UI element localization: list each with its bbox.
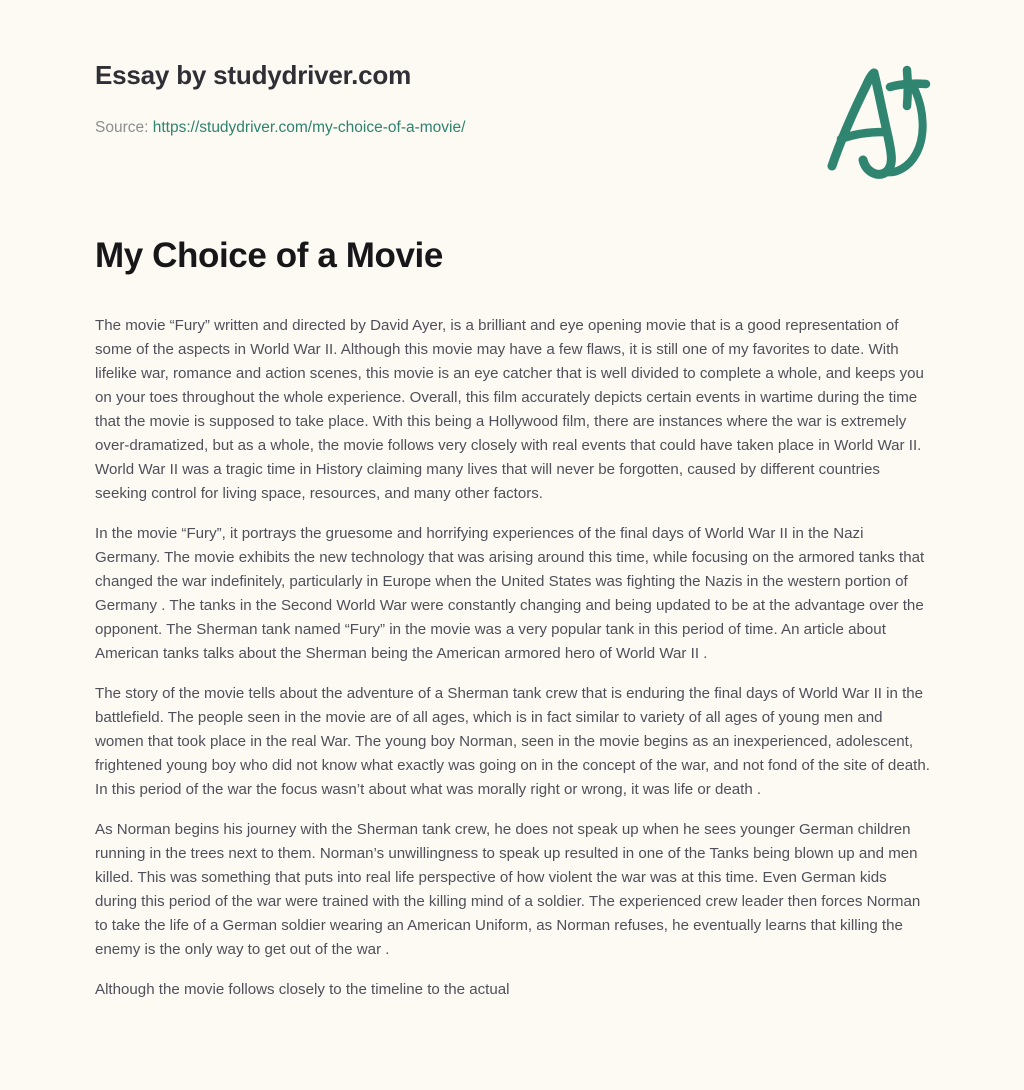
- article-paragraph: As Norman begins his journey with the Sherman tank crew, he does not speak up when he sees younger German children running in the trees next to them. Norman’s unwillingness to speak up resulted in one of the Tanks being blown up and men killed. This was something that puts into real life perspective of how violent the war was at this time. Even German kids during this period of the war were trained with the killing mind of a soldier. The experienced crew leader then forces Norman to take the life of a German soldier wearing an American Uniform, as Norman refuses, he eventually learns that killing the enemy is the only way to get out of the war .: [95, 821, 921, 959]
- page-title: My Choice of a Movie: [95, 236, 443, 275]
- article-paragraph: The movie “Fury” written and directed by David Ayer, is a brilliant and eye opening movie that is a good representation of some of the aspects in World War II. Although this movie may have a few flaws, it is still one of my favorites to date. With lifelike war, romance and action scenes, this movie is an eye catcher that is well divided to complete a whole, and keeps you on your toes throughout the whole experience. Overall, this film accurately depicts certain events in wartime during the time that the movie is supposed to take place. With this being a Hollywood film, there are instances where the war is extremely over-dramatized, but as a whole, the movie follows very closely with real events that could have taken place in World War II. World War II was a tragic time in History claiming many lives that will never be forgotten, caused by different countries seeking control for living space, resources, and many other factors.: [95, 317, 924, 503]
- article-body: [95, 314, 931, 1002]
- brand-title: Essay by studydriver.com: [95, 60, 412, 90]
- source-url-link[interactable]: https://studydriver.com/my-choice-of-a-movie/: [152, 119, 466, 136]
- article-paragraph: The story of the movie tells about the adventure of a Sherman tank crew that is enduring the final days of World War II in the battlefield. The people seen in the movie are of all ages, which is in fact similar to variety of all ages of young men and women that took place in the real War. The young boy Norman, seen in the movie begins as an inexperienced, adolescent, frightened young boy who did not know what exactly was going on in the concept of the war, and not fond of the site of death. In this period of the war the focus wasn’t about what was morally right or wrong, it was life or death .: [95, 685, 930, 799]
- a-plus-icon: [814, 62, 944, 182]
- source-label: Source:: [95, 119, 149, 136]
- page-header: [0, 0, 1024, 200]
- source-line: [95, 119, 465, 137]
- a-plus-logo[interactable]: [814, 62, 944, 182]
- article: [95, 236, 931, 1002]
- article-paragraph: In the movie “Fury”, it portrays the gruesome and horrifying experiences of the final days of World War II in the Nazi Germany. The movie exhibits the new technology that was arising around this time, while focusing on the armored tanks that changed the war indefinitely, particularly in Europe when the United States was fighting the Nazis in the western portion of Germany . The tanks in the Second World War were constantly changing and being updated to be at the advantage over the opponent. The Sherman tank named “Fury” in the movie was a very popular tank in this period of time. An article about American tanks talks about the Sherman being the American armored hero of World War II .: [95, 525, 925, 663]
- article-paragraph: Although the movie follows closely to the timeline to the actual: [95, 981, 510, 999]
